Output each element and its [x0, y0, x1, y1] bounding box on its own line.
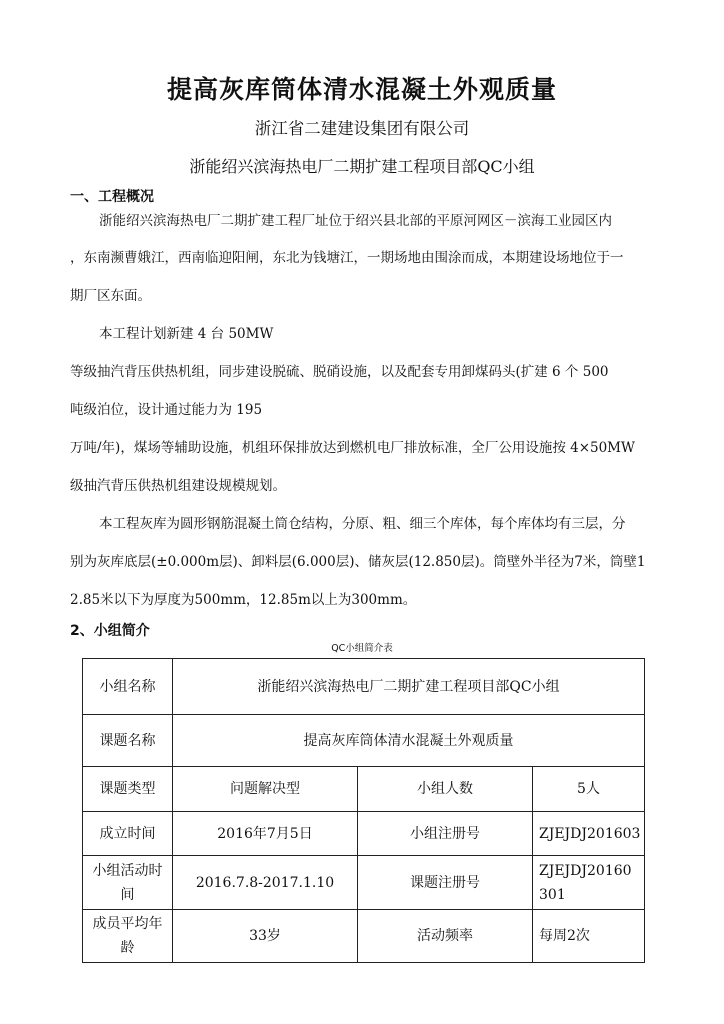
- paragraph-line: 本工程计划新建 4 台 50MW: [99, 326, 274, 342]
- table-cell-value: 提高灰库筒体清水混凝土外观质量: [173, 715, 645, 767]
- paragraph-line: 期厂区东面。: [70, 288, 151, 304]
- paragraph-line: 浙能绍兴滨海热电厂二期扩建工程厂址位于绍兴县北部的平原河网区－滨海工业园区内: [99, 213, 612, 229]
- paragraph-line: 等级抽汽背压供热机组，同步建设脱硫、脱硝设施，以及配套专用卸煤码头(扩建 6 个 500: [70, 364, 609, 380]
- qc-group-table: [82, 658, 645, 963]
- table-cell-value: ZJEJDJ201603: [533, 812, 645, 856]
- table-cell-value: 2016年7月5日: [173, 812, 358, 856]
- table-row: [83, 910, 645, 963]
- table-cell-value: ZJEJDJ20160301: [533, 856, 645, 910]
- table-cell-value: 问题解决型: [173, 767, 358, 812]
- paragraph-line: 吨级泊位，设计通过能力为 195: [70, 402, 263, 418]
- paragraph-line: 本工程灰库为圆形钢筋混凝土筒仓结构，分原、粗、细三个库体，每个库体均有三层，分: [99, 516, 626, 532]
- qc-group-name: 浙能绍兴滨海热电厂二期扩建工程项目部QC小组: [189, 157, 535, 176]
- table-cell-value: 33岁: [173, 910, 358, 963]
- table-row: [83, 767, 645, 812]
- table-cell-label: 小组注册号: [358, 812, 533, 856]
- table-caption: QC小组简介表: [331, 643, 393, 654]
- table-cell-label: 小组名称: [83, 659, 173, 715]
- paragraph-line: ，东南濒曹娥江，西南临迎阳闸，东北为钱塘江，一期场地由围涂而成，本期建设场地位于一: [70, 250, 624, 266]
- table-cell-value: 2016.7.8-2017.1.10: [173, 856, 358, 910]
- table-cell-value: 每周2次: [533, 910, 645, 963]
- table-row: [83, 856, 645, 910]
- table-row: [83, 715, 645, 767]
- table-cell-label: 活动频率: [358, 910, 533, 963]
- table-cell-label: 课题名称: [83, 715, 173, 767]
- document-title: 提高灰库筒体清水混凝土外观质量: [166, 75, 557, 104]
- table-cell-label: 小组人数: [358, 767, 533, 812]
- table-cell-value: 5人: [533, 767, 645, 812]
- section-heading-overview: 一、工程概况: [70, 189, 154, 205]
- table-cell-value: 浙能绍兴滨海热电厂二期扩建工程项目部QC小组: [173, 659, 645, 715]
- table-cell-label: 课题注册号: [358, 856, 533, 910]
- paragraph-line: 级抽汽背压供热机组建设规模规划。: [70, 478, 286, 494]
- paragraph-line: 别为灰库底层(±0.000m层)、卸料层(6.000层)、储灰层(12.850层)。筒壁外半径为7米，筒壁1: [70, 554, 646, 570]
- organization-name: 浙江省二建建设集团有限公司: [254, 119, 470, 138]
- paragraph-line: 万吨/年)，煤场等辅助设施，机组环保排放达到燃机电厂排放标准，全厂公用设施按 4×50MW: [70, 440, 635, 456]
- table-cell-label: 成立时间: [83, 812, 173, 856]
- table-cell-label: 课题类型: [83, 767, 173, 812]
- paragraph-line: 2.85米以下为厚度为500mm，12.85m以上为300mm。: [70, 592, 417, 608]
- table-cell-label: 成员平均年龄: [83, 910, 173, 963]
- table-cell-label: 小组活动时间: [83, 856, 173, 910]
- table-row: [83, 659, 645, 715]
- table-row: [83, 812, 645, 856]
- section-heading-group-intro: 2、小组简介: [70, 623, 150, 639]
